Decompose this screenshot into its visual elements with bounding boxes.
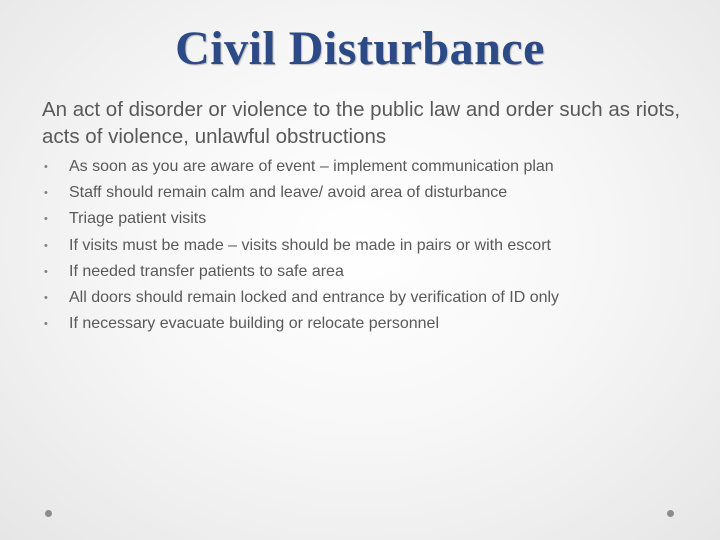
list-item bbox=[42, 311, 682, 337]
bullet-text: Staff should remain calm and leave/ avoid area of disturbance bbox=[69, 184, 508, 202]
bullet-text: Triage patient visits bbox=[69, 210, 207, 228]
list-item bbox=[42, 233, 682, 259]
bullet-list bbox=[42, 154, 682, 337]
decorative-dot-icon bbox=[667, 510, 674, 517]
bullet-icon: • bbox=[44, 239, 48, 252]
list-item bbox=[42, 154, 682, 180]
list-item bbox=[42, 180, 682, 206]
bullet-icon: • bbox=[44, 265, 48, 278]
list-item bbox=[42, 259, 682, 285]
list-item bbox=[42, 285, 682, 311]
bullet-text: As soon as you are aware of event – implement communication plan bbox=[69, 158, 554, 175]
slide-title: Civil Disturbance bbox=[175, 22, 545, 75]
list-item bbox=[42, 206, 682, 232]
bullet-icon: • bbox=[44, 318, 48, 331]
slide-intro-text: An act of disorder or violence to the public law and order such as riots, acts of violence, unlawful obstructions bbox=[42, 98, 681, 148]
decorative-dot-icon bbox=[45, 510, 52, 517]
bullet-text: All doors should remain locked and entrance by verification of ID only bbox=[69, 288, 560, 306]
bullet-icon: • bbox=[44, 187, 48, 200]
bullet-text: If visits must be made – visits should be made in pairs or with escort bbox=[69, 236, 551, 254]
bullet-text: If necessary evacuate building or relocate personnel bbox=[69, 315, 439, 333]
bullet-icon: • bbox=[44, 213, 48, 226]
bullet-icon: • bbox=[44, 291, 48, 304]
bullet-icon: • bbox=[44, 161, 48, 173]
bullet-text: If needed transfer patients to safe area bbox=[69, 262, 344, 280]
